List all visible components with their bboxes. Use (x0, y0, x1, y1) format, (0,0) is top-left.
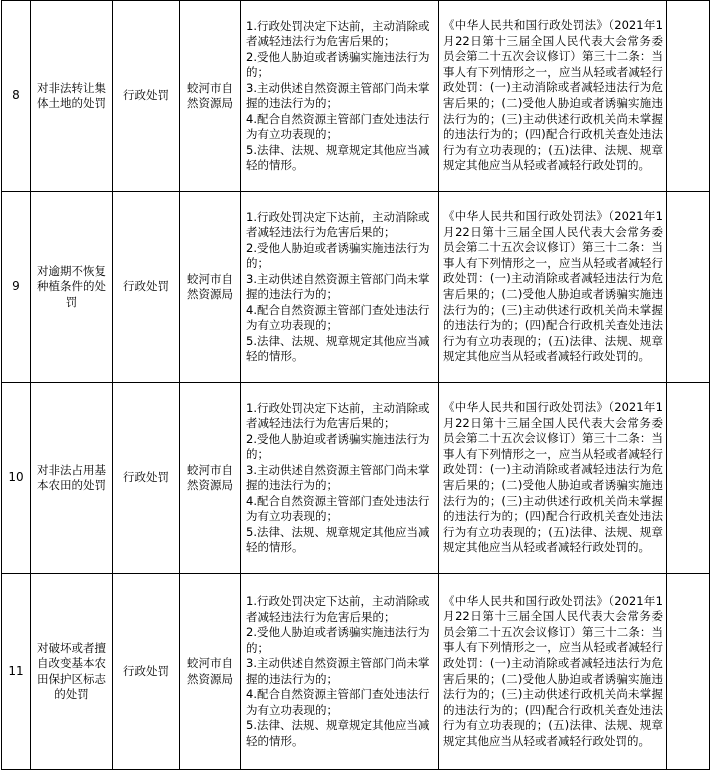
condition-item: 3.主动供述自然资源主管部门尚未掌握的违法行为的； (246, 462, 430, 492)
department: 蛟河市自然资源局 (180, 1, 241, 192)
penalty-table (1, 0, 710, 770)
table-row (2, 1, 710, 192)
empty-cell (667, 574, 710, 770)
item-type: 行政处罚 (113, 192, 180, 383)
condition-item: 2.受他人胁迫或者诱骗实施违法行为的； (246, 240, 430, 270)
empty-cell (667, 383, 710, 574)
department: 蛟河市自然资源局 (180, 192, 241, 383)
legal-basis: 《中华人民共和国行政处罚法》（2021年1月22日第十三届全国人民代表大会常务委员会第二十五次会议修订）第三十二条：当事人有下列情形之一，应当从轻或者减轻行政处罚：(一)主动消除或者减轻违法行为危害后果的；(二)受他人胁迫或者诱骗实施违法行为的；(三)主动供述行政机关尚未掌握的违法行为的；(四)配合行政机关查处违法行为有立功表现的；(五)法律、法规、规章规定其他应当从轻或者减轻行政处罚的。 (439, 383, 667, 574)
condition-item: 2.受他人胁迫或者诱骗实施违法行为的； (246, 625, 430, 655)
item-name: 对非法占用基本农田的处罚 (31, 383, 113, 574)
item-type: 行政处罚 (113, 383, 180, 574)
row-number: 10 (2, 383, 31, 574)
row-number: 8 (2, 1, 31, 192)
row-number: 11 (2, 574, 31, 770)
condition-item: 3.主动供述自然资源主管部门尚未掌握的违法行为的； (246, 656, 430, 686)
condition-item: 1.行政处罚决定下达前，主动消除或者减轻违法行为危害后果的； (246, 209, 430, 239)
conditions-cell (241, 192, 439, 383)
condition-item: 3.主动供述自然资源主管部门尚未掌握的违法行为的； (246, 80, 430, 110)
item-name: 对非法转让集体土地的处罚 (31, 1, 113, 192)
conditions-cell (241, 383, 439, 574)
item-type: 行政处罚 (113, 1, 180, 192)
department: 蛟河市自然资源局 (180, 383, 241, 574)
condition-item: 3.主动供述自然资源主管部门尚未掌握的违法行为的； (246, 271, 430, 301)
condition-item: 5.法律、法规、规章规定其他应当减轻的情形。 (246, 142, 430, 172)
row-number: 9 (2, 192, 31, 383)
condition-item: 1.行政处罚决定下达前，主动消除或者减轻违法行为危害后果的； (246, 594, 430, 624)
table-body (2, 1, 710, 770)
condition-item: 4.配合自然资源主管部门查处违法行为有立功表现的； (246, 111, 430, 141)
conditions-cell (241, 1, 439, 192)
item-name: 对逾期不恢复种植条件的处罚 (31, 192, 113, 383)
legal-basis: 《中华人民共和国行政处罚法》（2021年1月22日第十三届全国人民代表大会常务委员会第二十五次会议修订）第三十二条：当事人有下列情形之一，应当从轻或者减轻行政处罚：(一)主动消除或者减轻违法行为危害后果的；(二)受他人胁迫或者诱骗实施违法行为的；(三)主动供述行政机关尚未掌握的违法行为的；(四)配合行政机关查处违法行为有立功表现的；(五)法律、法规、规章规定其他应当从轻或者减轻行政处罚的。 (439, 574, 667, 770)
legal-basis: 《中华人民共和国行政处罚法》（2021年1月22日第十三届全国人民代表大会常务委员会第二十五次会议修订）第三十二条：当事人有下列情形之一，应当从轻或者减轻行政处罚：(一)主动消除或者减轻违法行为危害后果的；(二)受他人胁迫或者诱骗实施违法行为的；(三)主动供述行政机关尚未掌握的违法行为的；(四)配合行政机关查处违法行为有立功表现的；(五)法律、法规、规章规定其他应当从轻或者减轻行政处罚的。 (439, 192, 667, 383)
condition-item: 1.行政处罚决定下达前，主动消除或者减轻违法行为危害后果的； (246, 18, 430, 48)
table-row (2, 383, 710, 574)
condition-item: 5.法律、法规、规章规定其他应当减轻的情形。 (246, 333, 430, 363)
item-name: 对破坏或者擅自改变基本农田保护区标志的处罚 (31, 574, 113, 770)
condition-item: 5.法律、法规、规章规定其他应当减轻的情形。 (246, 718, 430, 748)
department: 蛟河市自然资源局 (180, 574, 241, 770)
condition-item: 4.配合自然资源主管部门查处违法行为有立功表现的； (246, 687, 430, 717)
item-type: 行政处罚 (113, 574, 180, 770)
condition-item: 1.行政处罚决定下达前，主动消除或者减轻违法行为危害后果的； (246, 400, 430, 430)
table-row (2, 574, 710, 770)
empty-cell (667, 192, 710, 383)
empty-cell (667, 1, 710, 192)
legal-basis: 《中华人民共和国行政处罚法》（2021年1月22日第十三届全国人民代表大会常务委员会第二十五次会议修订）第三十二条：当事人有下列情形之一，应当从轻或者减轻行政处罚：(一)主动消除或者减轻违法行为危害后果的；(二)受他人胁迫或者诱骗实施违法行为的；(三)主动供述行政机关尚未掌握的违法行为的；(四)配合行政机关查处违法行为有立功表现的；(五)法律、法规、规章规定其他应当从轻或者减轻行政处罚的。 (439, 1, 667, 192)
condition-item: 2.受他人胁迫或者诱骗实施违法行为的； (246, 431, 430, 461)
conditions-cell (241, 574, 439, 770)
condition-item: 2.受他人胁迫或者诱骗实施违法行为的； (246, 49, 430, 79)
condition-item: 5.法律、法规、规章规定其他应当减轻的情形。 (246, 524, 430, 554)
condition-item: 4.配合自然资源主管部门查处违法行为有立功表现的； (246, 493, 430, 523)
condition-item: 4.配合自然资源主管部门查处违法行为有立功表现的； (246, 302, 430, 332)
table-row (2, 192, 710, 383)
